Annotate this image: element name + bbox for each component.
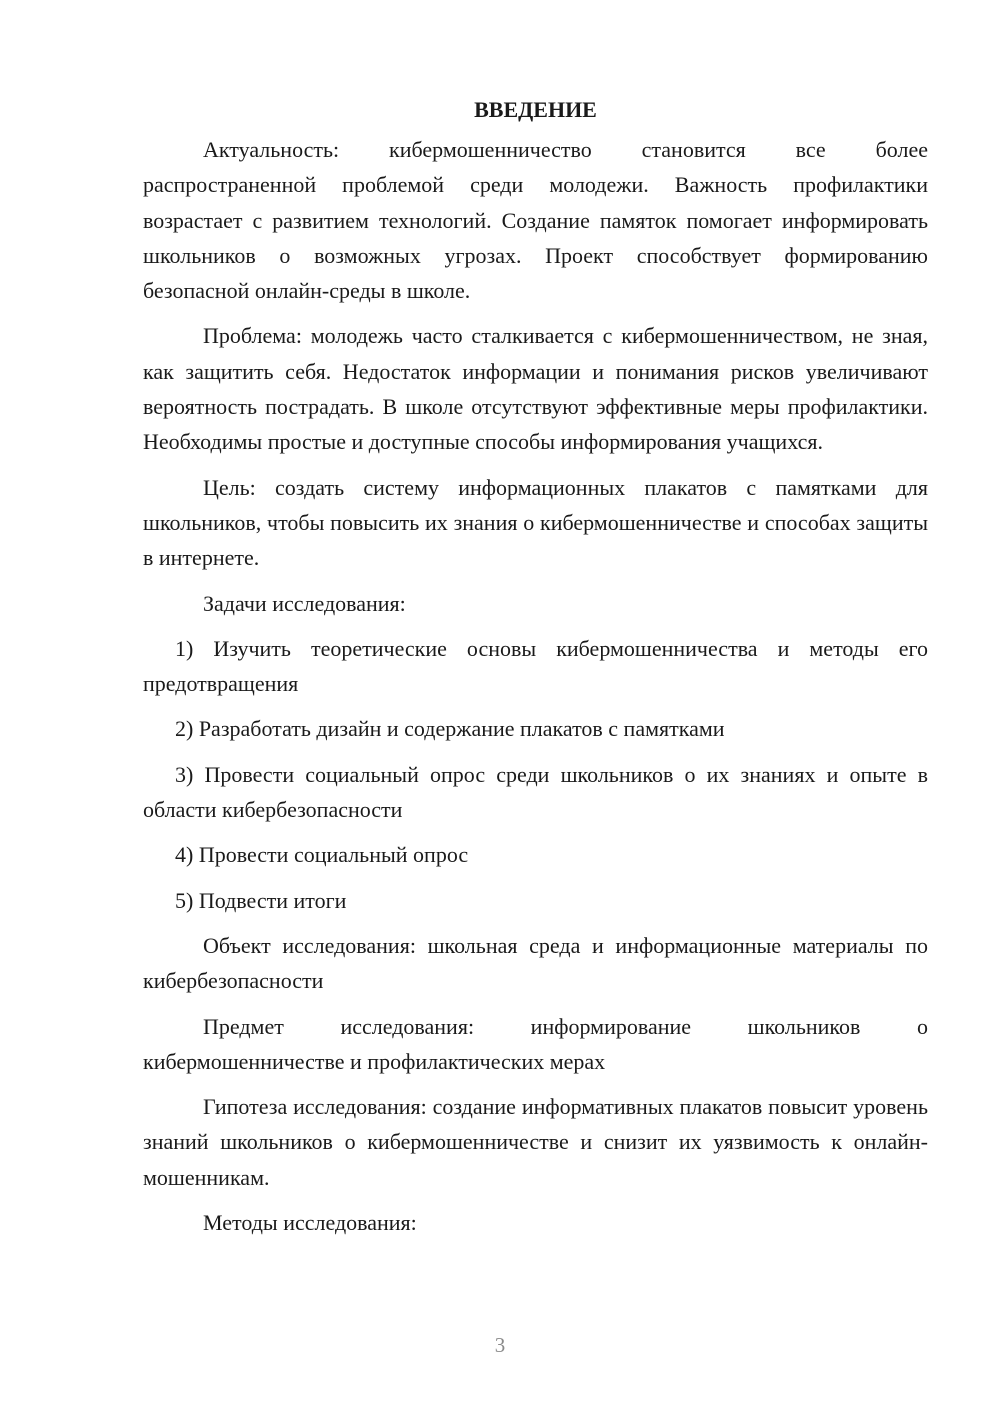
paragraph-goal: Цель: создать систему информационных плакатов с памятками для школьников, чтобы повысить их знания о кибермошенничестве и способах защиты в интернете.	[143, 474, 928, 571]
document-page	[143, 92, 928, 1250]
task-item-1: 1) Изучить теоретические основы кибермошенничества и методы его предотвращения	[143, 635, 928, 697]
section-heading: ВВЕДЕНИЕ	[474, 97, 597, 122]
task-item-5: 5) Подвести итоги	[175, 887, 347, 913]
paragraph-subject: Предмет исследования: информирование школьников о кибермошенничестве и профилактических мерах	[143, 1013, 928, 1074]
paragraph-problem: Проблема: молодежь часто сталкивается с кибермошенничеством, не зная, как защитить себя. Недостаток информации и понимания рисков увеличивают вероятность пострадать. В школе отсутствуют эффективные меры профилактики. Необходимы простые и доступные способы информирования учащихся.	[143, 323, 928, 455]
paragraph-object: Объект исследования: школьная среда и информационные материалы по кибербезопасности	[143, 932, 928, 994]
paragraph-relevance: Актуальность: кибермошенничество становится все более распространенной проблемой среди молодежи. Важность профилактики возрастает с развитием технологий. Создание памяток помогает информировать школьников о возможных угрозах. Проект способствует формированию безопасной онлайн-среды в школе.	[143, 137, 928, 304]
paragraph-tasks-title: Задачи исследования:	[203, 590, 406, 616]
paragraph-hypothesis: Гипотеза исследования: создание информативных плакатов повысит уровень знаний школьников о кибермошенничестве и снизит их уязвимость к онлайн-мошенникам.	[143, 1094, 928, 1190]
paragraph-methods-title: Методы исследования:	[203, 1210, 417, 1236]
task-item-3: 3) Провести социальный опрос среди школьников о их знаниях и опыте в области кибербезопасности	[143, 761, 928, 823]
task-item-2: 2) Разработать дизайн и содержание плакатов с памятками	[175, 716, 725, 742]
task-item-4: 4) Провести социальный опрос	[175, 842, 469, 868]
page-number: 3	[494, 1333, 506, 1357]
